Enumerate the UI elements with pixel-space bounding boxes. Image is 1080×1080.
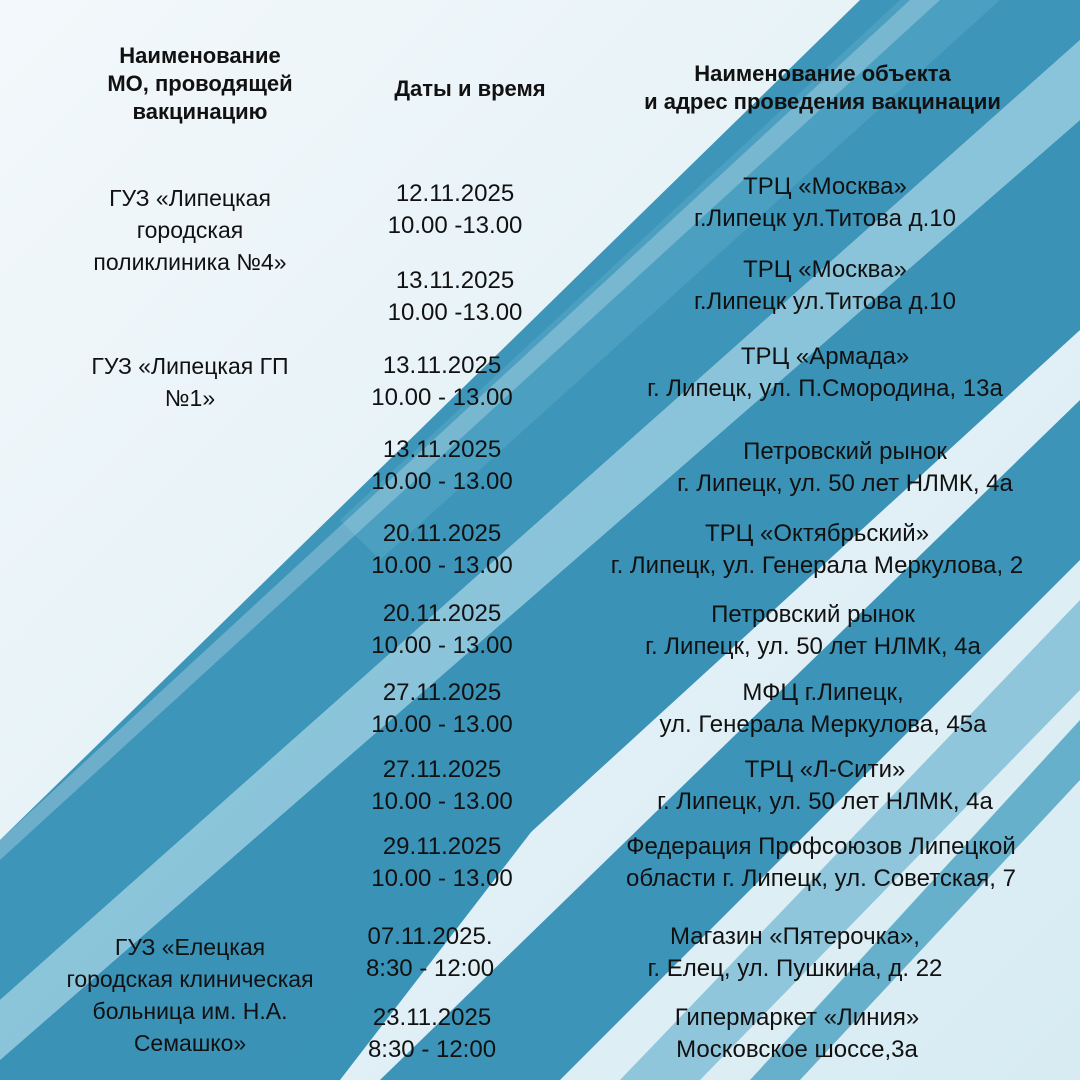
row-place-8 <box>580 754 1070 818</box>
row-place-4 <box>600 436 1080 500</box>
place-address: г. Липецк, ул. Генерала Меркулова, 2 <box>610 552 1024 579</box>
place-name: Магазин «Пятерочка», <box>670 923 920 950</box>
header-mo-line: Наименование <box>119 43 281 68</box>
time-text: 10.00 - 13.00 <box>371 788 513 815</box>
row-date-11 <box>332 1002 532 1066</box>
header-dates-line: Даты и время <box>394 76 546 101</box>
time-text: 8:30 - 12:00 <box>365 955 495 982</box>
time-text: 10.00 - 13.00 <box>371 865 513 892</box>
organization-line: №1» <box>164 385 216 411</box>
date-text: 13.11.2025 <box>382 436 502 463</box>
row-place-11 <box>552 1002 1042 1066</box>
place-name: Федерация Профсоюзов Липецкой <box>626 833 1016 860</box>
place-address: г.Липецк ул.Титова д.10 <box>694 288 956 315</box>
place-address: области г. Липецк, ул. Советская, 7 <box>626 865 1016 892</box>
place-name: ТРЦ «Л-Сити» <box>744 756 906 783</box>
place-name: Петровский рынок <box>711 601 915 628</box>
header-object-line: Наименование объекта <box>694 61 951 86</box>
date-text: 20.11.2025 <box>382 600 502 627</box>
time-text: 10.00 - 13.00 <box>371 468 513 495</box>
time-text: 10.00 - 13.00 <box>371 552 513 579</box>
header-dates <box>360 75 580 103</box>
header-mo-line: вакцинацию <box>132 99 268 124</box>
place-name: ТРЦ «Октябрьский» <box>704 520 930 547</box>
header-object-line: и адрес проведения вакцинации <box>644 89 1001 114</box>
row-place-3 <box>580 341 1070 405</box>
place-name: Гипермаркет «Линия» <box>674 1004 920 1031</box>
date-text: 23.11.2025 <box>372 1004 492 1031</box>
organization-line: ГУЗ «Липецкая ГП <box>91 353 289 379</box>
date-text: 13.11.2025 <box>382 352 502 379</box>
place-address: г. Липецк, ул. 50 лет НЛМК, 4а <box>657 788 993 815</box>
organization-line: поликлиника №4» <box>93 249 287 275</box>
organization-line: Семашко» <box>133 1030 247 1056</box>
place-name: ТРЦ «Москва» <box>743 256 907 283</box>
header-mo <box>60 42 340 126</box>
place-name: ТРЦ «Армада» <box>740 343 910 370</box>
organization-line: городская <box>136 217 244 243</box>
place-address: г. Липецк, ул. П.Смородина, 13а <box>647 375 1003 402</box>
date-text: 13.11.2025 <box>395 267 515 294</box>
organization-line: ГУЗ «Елецкая <box>114 934 266 960</box>
row-date-7 <box>342 677 542 741</box>
place-address: ул. Генерала Меркулова, 45а <box>659 711 987 738</box>
row-date-10 <box>330 921 530 985</box>
date-text: 27.11.2025 <box>382 756 502 783</box>
time-text: 8:30 - 12:00 <box>367 1036 497 1063</box>
date-text: 20.11.2025 <box>382 520 502 547</box>
organization-line: городская клиническая <box>66 966 314 992</box>
organization-line: ГУЗ «Липецкая <box>109 185 271 211</box>
time-text: 10.00 - 13.00 <box>371 384 513 411</box>
place-address: Московское шоссе,3а <box>676 1036 918 1063</box>
row-place-7 <box>578 677 1068 741</box>
place-name: Петровский рынок <box>743 438 947 465</box>
row-place-6 <box>568 599 1058 663</box>
row-date-8 <box>342 754 542 818</box>
place-address: г. Липецк, ул. 50 лет НЛМК, 4а <box>677 470 1013 497</box>
row-date-2 <box>355 265 555 329</box>
time-text: 10.00 -13.00 <box>387 299 523 326</box>
date-text: 12.11.2025 <box>395 180 515 207</box>
row-date-9 <box>342 831 542 895</box>
header-mo-line: МО, проводящей <box>107 71 293 96</box>
date-text: 27.11.2025 <box>382 679 502 706</box>
place-address: г. Липецк, ул. 50 лет НЛМК, 4а <box>645 633 981 660</box>
time-text: 10.00 - 13.00 <box>371 632 513 659</box>
row-date-1 <box>355 178 555 242</box>
row-date-5 <box>342 518 542 582</box>
organization-2 <box>30 350 350 414</box>
organization-1 <box>30 182 350 278</box>
place-name: ТРЦ «Москва» <box>743 173 907 200</box>
row-place-2 <box>580 254 1070 318</box>
row-place-1 <box>580 171 1070 235</box>
row-date-6 <box>342 598 542 662</box>
place-address: г. Елец, ул. Пушкина, д. 22 <box>647 955 943 982</box>
time-text: 10.00 -13.00 <box>387 212 523 239</box>
header-object <box>585 60 1060 116</box>
row-place-5 <box>572 518 1062 582</box>
row-place-9 <box>576 831 1066 895</box>
row-date-4 <box>342 434 542 498</box>
row-place-10 <box>550 921 1040 985</box>
time-text: 10.00 - 13.00 <box>371 711 513 738</box>
date-text: 29.11.2025 <box>382 833 502 860</box>
place-name: МФЦ г.Липецк, <box>742 679 904 706</box>
organization-3 <box>30 931 350 1059</box>
date-text: 07.11.2025. <box>367 923 493 950</box>
row-date-3 <box>342 350 542 414</box>
place-address: г.Липецк ул.Титова д.10 <box>694 205 956 232</box>
organization-line: больница им. Н.А. <box>92 998 288 1024</box>
